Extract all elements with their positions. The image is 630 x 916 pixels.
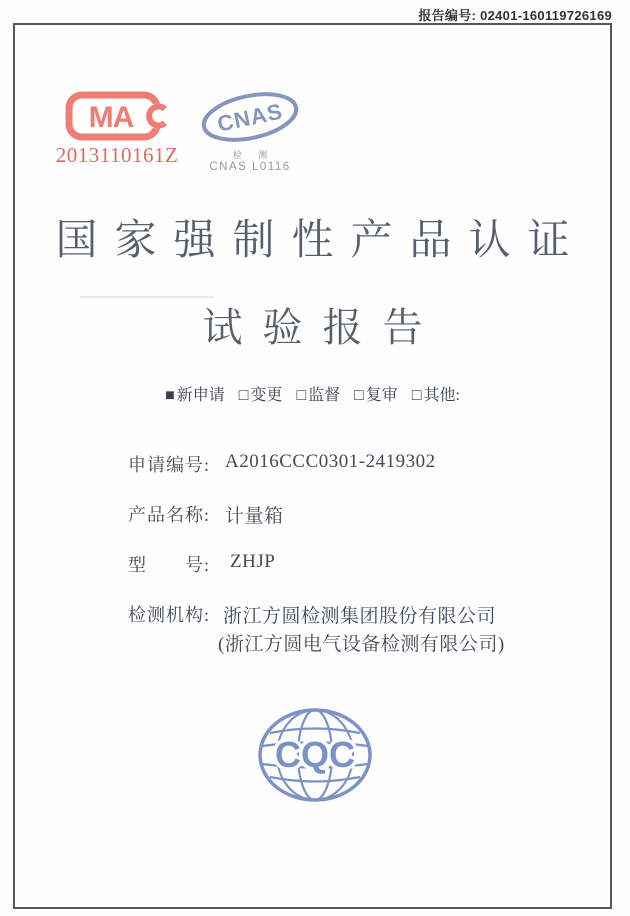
document-title-line1: 国家强制性产品认证	[55, 218, 587, 264]
field-product-name	[0, 501, 630, 527]
checkbox-empty-icon: □	[411, 387, 422, 404]
cqc-mark-text: CQC	[275, 734, 355, 775]
checkbox-label: 新申请	[176, 387, 225, 404]
cqc-logo-block	[256, 706, 374, 804]
document-title-line2: 试验报告	[202, 305, 443, 350]
cma-logo-block	[50, 91, 184, 168]
checkbox-empty-icon: □	[238, 387, 249, 404]
checkbox-other	[412, 387, 460, 404]
field-test-lab-line2	[0, 629, 630, 655]
cqc-globe-icon	[256, 706, 374, 804]
field-label: 产品名称:	[128, 505, 211, 525]
field-test-lab	[0, 601, 630, 627]
cma-mark-text: MA	[88, 101, 134, 134]
checkbox-empty-icon: □	[354, 387, 364, 404]
cnas-caption-cn: 检 测	[232, 150, 275, 160]
cnas-logo-block	[197, 87, 303, 173]
checkbox-label: 其他:	[423, 387, 460, 404]
cnas-accreditation-code: CNAS L0116	[209, 161, 291, 173]
report-number-line	[418, 5, 612, 24]
application-type-row	[13, 382, 612, 405]
field-value: 计量箱	[225, 506, 284, 527]
cnas-mark-text: CNAS	[215, 98, 286, 137]
field-value: A2016CCC0301-2419302	[225, 451, 436, 472]
checkbox-label: 变更	[250, 387, 283, 404]
field-label: 申请编号:	[128, 455, 211, 475]
field-model	[0, 551, 630, 577]
checkbox-change	[239, 387, 283, 404]
cma-license-number: 2013110161Z	[55, 143, 179, 167]
checkbox-label: 复审	[365, 387, 398, 404]
field-label: 检测机构:	[128, 605, 211, 625]
cma-icon	[65, 91, 169, 141]
field-label: 型 号:	[128, 555, 211, 575]
report-number-value: 02401-160119726169	[480, 8, 612, 23]
field-application-number	[0, 451, 630, 477]
report-number-label: 报告编号:	[418, 8, 477, 23]
checkbox-review	[354, 387, 398, 404]
field-value: 浙江方圆检测集团股份有限公司	[223, 606, 497, 627]
checkbox-empty-icon: □	[296, 387, 307, 404]
cnas-icon	[198, 87, 302, 147]
checkbox-filled-icon: ■	[165, 387, 175, 404]
field-value: (浙江方圆电气设备检测有限公司)	[218, 634, 505, 655]
checkbox-supervision	[296, 387, 340, 404]
field-value: ZHJP	[230, 551, 276, 572]
checkbox-label: 监督	[308, 387, 341, 404]
checkbox-new-application	[165, 387, 225, 404]
